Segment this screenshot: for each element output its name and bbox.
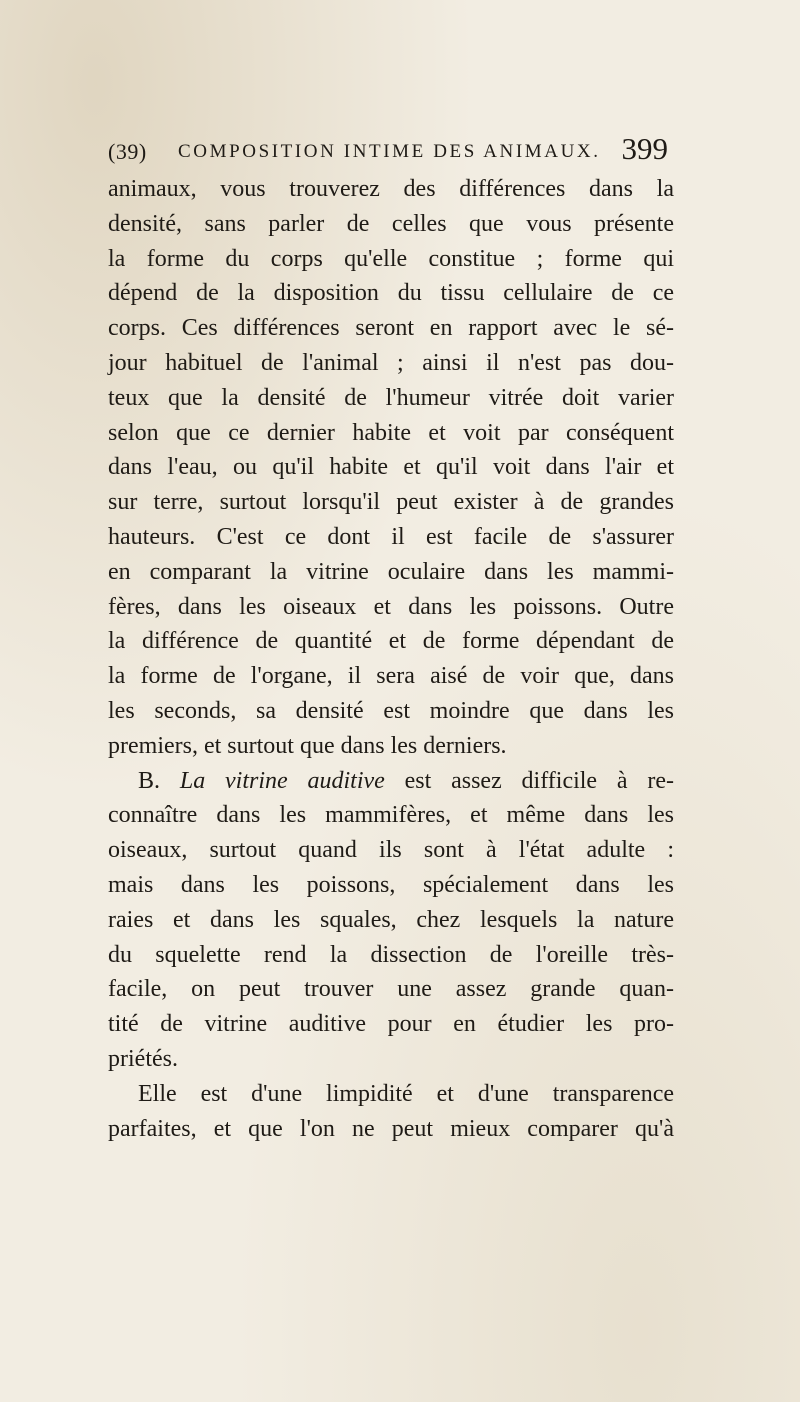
text-line: connaître dans les mammifères, et même dans les: [108, 802, 674, 829]
text-line: premiers, et surtout que dans les derniers.: [108, 732, 507, 759]
text-line: du squelette rend la dissection de l'oreille très-: [108, 941, 674, 968]
text-line: Elle est d'une limpidité et d'une transparence: [138, 1080, 674, 1107]
text-line: les seconds, sa densité est moindre que dans les: [108, 697, 674, 724]
text-line: densité, sans parler de celles que vous présente: [108, 210, 674, 237]
text-line: jour habituel de l'animal ; ainsi il n'est pas dou-: [108, 349, 674, 376]
body-text: [108, 172, 674, 1146]
italic-term: La vitrine auditive: [179, 767, 385, 794]
text-line: parfaites, et que l'on ne peut mieux comparer qu'à: [108, 1115, 674, 1142]
lead-line-rest: est assez difficile à re-: [404, 767, 675, 794]
header-title: COMPOSITION INTIME DES ANIMAUX.: [178, 141, 601, 162]
text-line: oiseaux, surtout quand ils sont à l'état adulte :: [108, 837, 674, 864]
text-line: dans l'eau, ou qu'il habite et qu'il voit dans l'air et: [108, 454, 674, 481]
text-line: mais dans les poissons, spécialement dans les: [108, 871, 674, 898]
text-line: en comparant la vitrine oculaire dans les mammi-: [108, 558, 674, 585]
text-line: hauteurs. C'est ce dont il est facile de s'assurer: [108, 523, 674, 550]
text-line: raies et dans les squales, chez lesquels la nature: [108, 906, 674, 933]
text-line: la forme du corps qu'elle constitue ; forme qui: [108, 245, 674, 272]
text-line: tité de vitrine auditive pour en étudier les pro-: [108, 1011, 674, 1038]
page-number: 399: [621, 131, 668, 166]
text-line: la forme de l'organe, il sera aisé de voir que, dans: [108, 663, 674, 690]
text-line: la différence de quantité et de forme dépendant de: [108, 628, 674, 655]
text-line: teux que la densité de l'humeur vitrée doit varier: [108, 384, 674, 411]
section-letter: B.: [138, 767, 161, 794]
text-line: corps. Ces différences seront en rapport avec le sé-: [108, 315, 674, 342]
text-line: selon que ce dernier habite et voit par conséquent: [108, 419, 674, 446]
text-line: fères, dans les oiseaux et dans les poissons. Outre: [108, 593, 674, 620]
running-header: [108, 131, 668, 167]
header-signature: (39): [108, 139, 147, 164]
text-line: sur terre, surtout lorsqu'il peut exister à de grandes: [108, 489, 674, 516]
text-line: dépend de la disposition du tissu cellulaire de ce: [108, 280, 674, 307]
text-line: animaux, vous trouverez des différences dans la: [108, 176, 674, 202]
text-line: facile, on peut trouver une assez grande quan-: [108, 976, 674, 1003]
paragraph-lead-line: [108, 764, 674, 799]
text-line: priétés.: [108, 1045, 178, 1072]
